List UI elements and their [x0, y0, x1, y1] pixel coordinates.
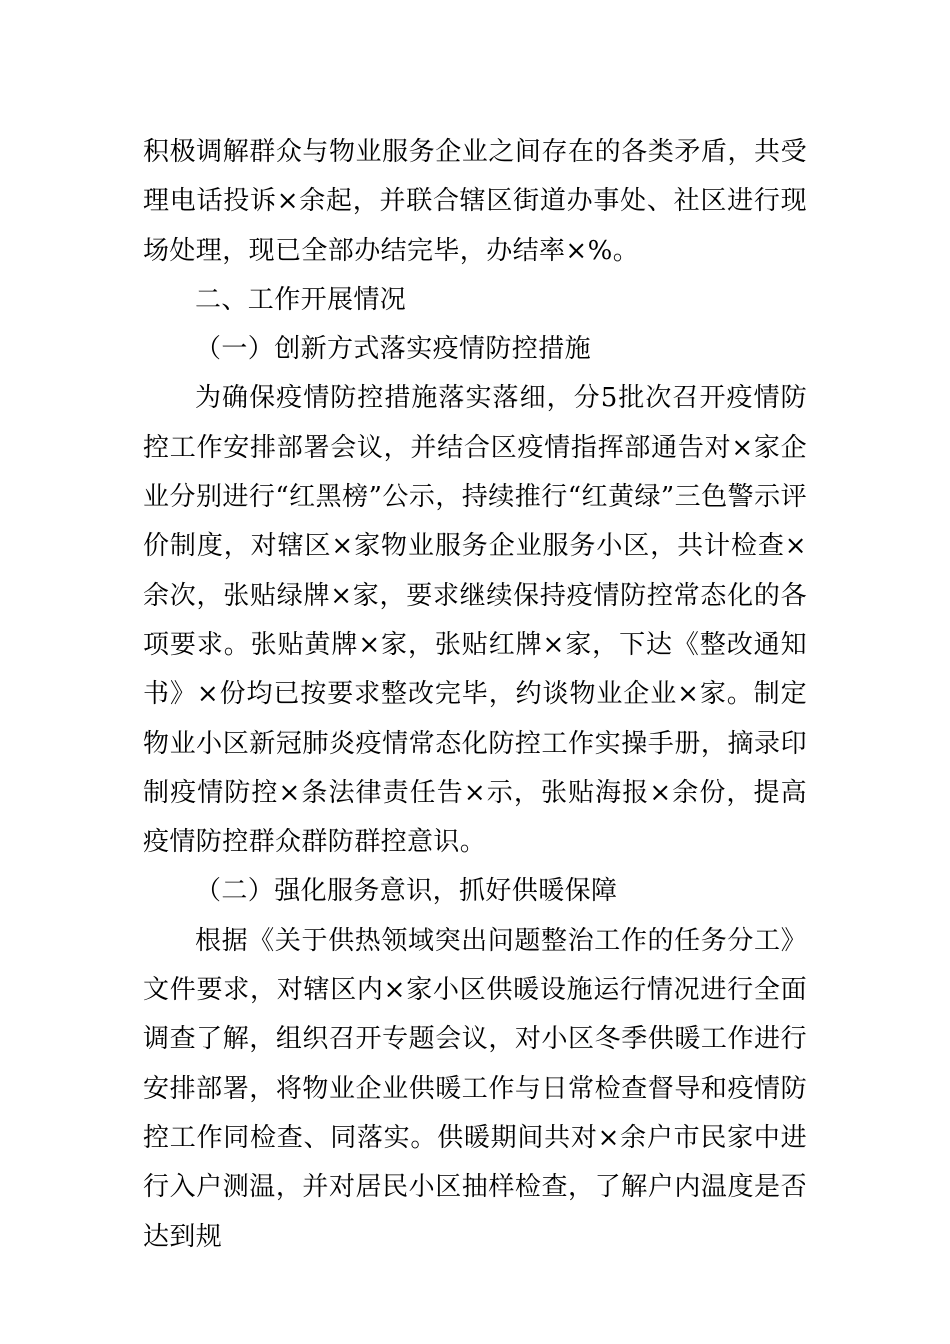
subsection-heading-heating-service: （二）强化服务意识，抓好供暖保障: [195, 876, 618, 907]
section-heading-work-progress: 二、工作开展情况: [195, 284, 407, 315]
paragraph-continuation: 积极调解群众与物业服务企业之间存在的各类矛盾，共受理电话投诉×余起，并联合辖区街道办事处、社区进行现场处理，现已全部办结完毕，办结率×%。: [143, 137, 807, 266]
document-body: [143, 128, 807, 1262]
subsection-heading-epidemic-control: （一）创新方式落实疫情防控措施: [195, 334, 592, 365]
paragraph-epidemic-control: 为确保疫情防控措施落实落细，分5批次召开疫情防控工作安排部署会议，并结合区疫情指挥部通告对×家企业分别进行“红黑榜”公示，持续推行“红黄绿”三色警示评价制度，对辖区×家物业服务企业服务小区，共计检查×余次，张贴绿牌×家，要求继续保持疫情防控常态化的各项要求。张贴黄牌×家，张贴红牌×家，下达《整改通知书》×份均已按要求整改完毕，约谈物业企业×家。制定物业小区新冠肺炎疫情常态化防控工作实操手册，摘录印制疫情防控×条法律责任告×示，张贴海报×余份，提高疫情防控群众群防群控意识。: [143, 383, 807, 858]
paragraph-heating-service: 根据《关于供热领域突出问题整治工作的任务分工》文件要求，对辖区内×家小区供暖设施运行情况进行全面调查了解，组织召开专题会议，对小区冬季供暖工作进行安排部署，将物业企业供暖工作与日常检查督导和疫情防控工作同检查、同落实。供暖期间共对×余户市民家中进行入户测温，并对居民小区抽样检查，了解户内温度是否达到规: [143, 925, 807, 1252]
